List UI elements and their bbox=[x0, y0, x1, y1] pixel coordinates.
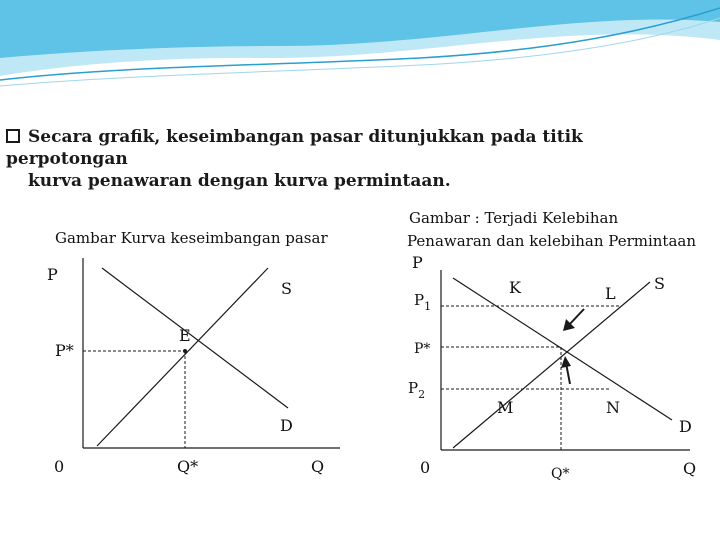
right-demand-curve bbox=[453, 278, 672, 420]
right-demand-label: D bbox=[679, 417, 692, 436]
right-diagram-title-line2: Penawaran dan kelebihan Permintaan bbox=[407, 232, 696, 250]
left-diagram-title: Gambar Kurva keseimbangan pasar bbox=[55, 229, 328, 247]
right-origin-label: 0 bbox=[420, 458, 431, 477]
right-point-k-label: K bbox=[509, 278, 521, 297]
right-pstar-label: P* bbox=[414, 341, 431, 357]
left-supply-curve bbox=[97, 268, 268, 446]
left-origin-label: 0 bbox=[54, 457, 65, 476]
right-point-m-label: M bbox=[497, 398, 514, 417]
right-x-axis-label: Q bbox=[683, 459, 697, 478]
price-down-arrow bbox=[563, 309, 584, 331]
left-supply-label: S bbox=[281, 279, 292, 298]
left-quantity-label: Q* bbox=[177, 457, 199, 476]
left-demand-curve bbox=[102, 268, 288, 408]
left-equilibrium-diagram bbox=[47, 229, 340, 476]
left-y-axis-label: P bbox=[47, 265, 58, 284]
right-surplus-shortage-diagram bbox=[407, 209, 696, 482]
price-up-arrow bbox=[561, 356, 571, 384]
left-x-axis-label: Q bbox=[311, 457, 325, 476]
left-demand-label: D bbox=[280, 416, 293, 435]
right-supply-curve bbox=[453, 282, 650, 448]
right-supply-label: S bbox=[654, 274, 665, 293]
right-quantity-label: Q* bbox=[551, 466, 570, 482]
right-y-axis-label: P bbox=[412, 253, 423, 272]
left-equilibrium-point bbox=[183, 349, 187, 353]
right-point-n-label: N bbox=[606, 398, 620, 417]
right-p2-label: $P_2$ bbox=[408, 379, 426, 401]
bullet-line-1: Secara grafik, keseimbangan pasar ditunjukkan pada titik perpotongan bbox=[6, 127, 583, 169]
bullet-paragraph bbox=[6, 126, 706, 192]
header-wave-decoration bbox=[0, 0, 720, 86]
right-diagram-title-line1: Gambar : Terjadi Kelebihan bbox=[409, 209, 619, 227]
left-equilibrium-label: E bbox=[179, 326, 191, 345]
bullet-line-2: kurva penawaran dengan kurva permintaan. bbox=[28, 171, 451, 191]
right-p1-label: $P_1$ bbox=[414, 291, 432, 313]
right-point-l-label: L bbox=[605, 284, 616, 303]
left-price-label: P* bbox=[55, 341, 74, 360]
checkbox-bullet-icon bbox=[6, 126, 28, 148]
